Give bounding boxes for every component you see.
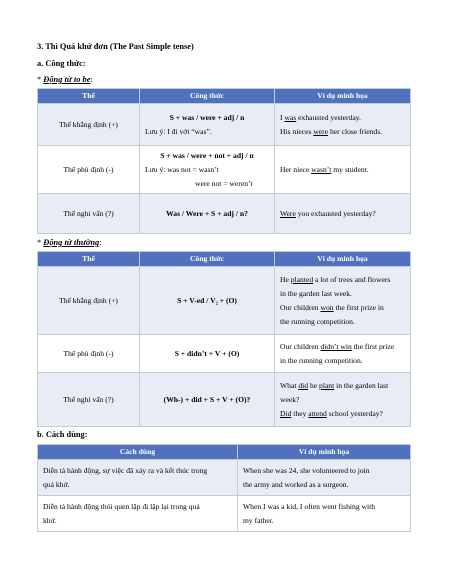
header-the: Thể (38, 252, 140, 267)
form-type: Thể phủ định (-) (38, 146, 140, 194)
table-header-row (38, 89, 411, 104)
table-header-row (38, 445, 411, 460)
usage-cell: Diễn tả hành động, sự việc đã xảy ra và kết thúc trong quá khứ. (38, 460, 238, 496)
formula-cell: Was / Were + S + adj / n? (140, 194, 275, 234)
example-cell: Were you exhausted yesterday? (275, 194, 411, 234)
regular-verb-formula-table (37, 251, 411, 427)
section-b-heading: b. Cách dùng: (37, 430, 88, 439)
table-row (38, 194, 411, 234)
subheading-to-be: * Động từ to be: (37, 75, 93, 84)
usage-cell: Diễn tả hành động thói quen lặp đi lặp lại trong quá khứ. (38, 496, 238, 532)
lesson-heading: 3. Thì Quá khứ đơn (The Past Simple tense) (37, 42, 194, 51)
table-row (38, 460, 411, 496)
table-row (38, 104, 411, 146)
example-cell: When I was a kid, I often went fishing with my father. (238, 496, 411, 532)
formula-cell: (Wh-) + did + S + V + (O)? (140, 373, 275, 427)
table-row (38, 373, 411, 427)
header-cong-thuc: Công thức (140, 89, 275, 104)
table-header-row (38, 252, 411, 267)
example-cell: He planted a lot of trees and flowers in the garden last week. Our children won the first prize in the running competition. (275, 267, 411, 335)
formula-cell: S + was / were + not + adj / n Lưu ý: was not = wasn’t were not = weren’t (140, 146, 275, 194)
form-type: Thể phủ định (-) (38, 335, 140, 373)
formula-cell: S + was / were + adj / n Lưu ý: I đi với “was”. (140, 104, 275, 146)
header-vi-du: Ví dụ minh họa (275, 89, 411, 104)
example-cell: When she was 24, she volunteered to join the army and worked as a surgeon. (238, 460, 411, 496)
table-row (38, 267, 411, 335)
to-be-formula-table (37, 88, 411, 234)
form-type: Thể nghi vấn (?) (38, 194, 140, 234)
table-row (38, 146, 411, 194)
example-cell: I was exhausted yesterday. His nieces were her close friends. (275, 104, 411, 146)
header-vi-du: Ví dụ minh họa (238, 445, 411, 460)
formula-cell: S + didn’t + V + (O) (140, 335, 275, 373)
example-cell: Her niece wasn’t my student. (275, 146, 411, 194)
header-the: Thể (38, 89, 140, 104)
table-row (38, 496, 411, 532)
formula-cell: S + V-ed / V₂ + (O) (140, 267, 275, 335)
header-vi-du: Ví dụ minh họa (275, 252, 411, 267)
form-type: Thể khẳng định (+) (38, 104, 140, 146)
header-cong-thuc: Công thức (140, 252, 275, 267)
example-cell: Our children didn’t win the first prize in the running competition. (275, 335, 411, 373)
table-row (38, 335, 411, 373)
usage-table (37, 444, 411, 532)
form-type: Thể nghi vấn (?) (38, 373, 140, 427)
header-cach-dung: Cách dùng (38, 445, 238, 460)
subheading-regular-verbs: * Động từ thường: (37, 238, 102, 247)
section-a-heading: a. Công thức: (37, 59, 86, 68)
example-cell: What did he plant in the garden last week? Did they attend school yesterday? (275, 373, 411, 427)
form-type: Thể khẳng định (+) (38, 267, 140, 335)
